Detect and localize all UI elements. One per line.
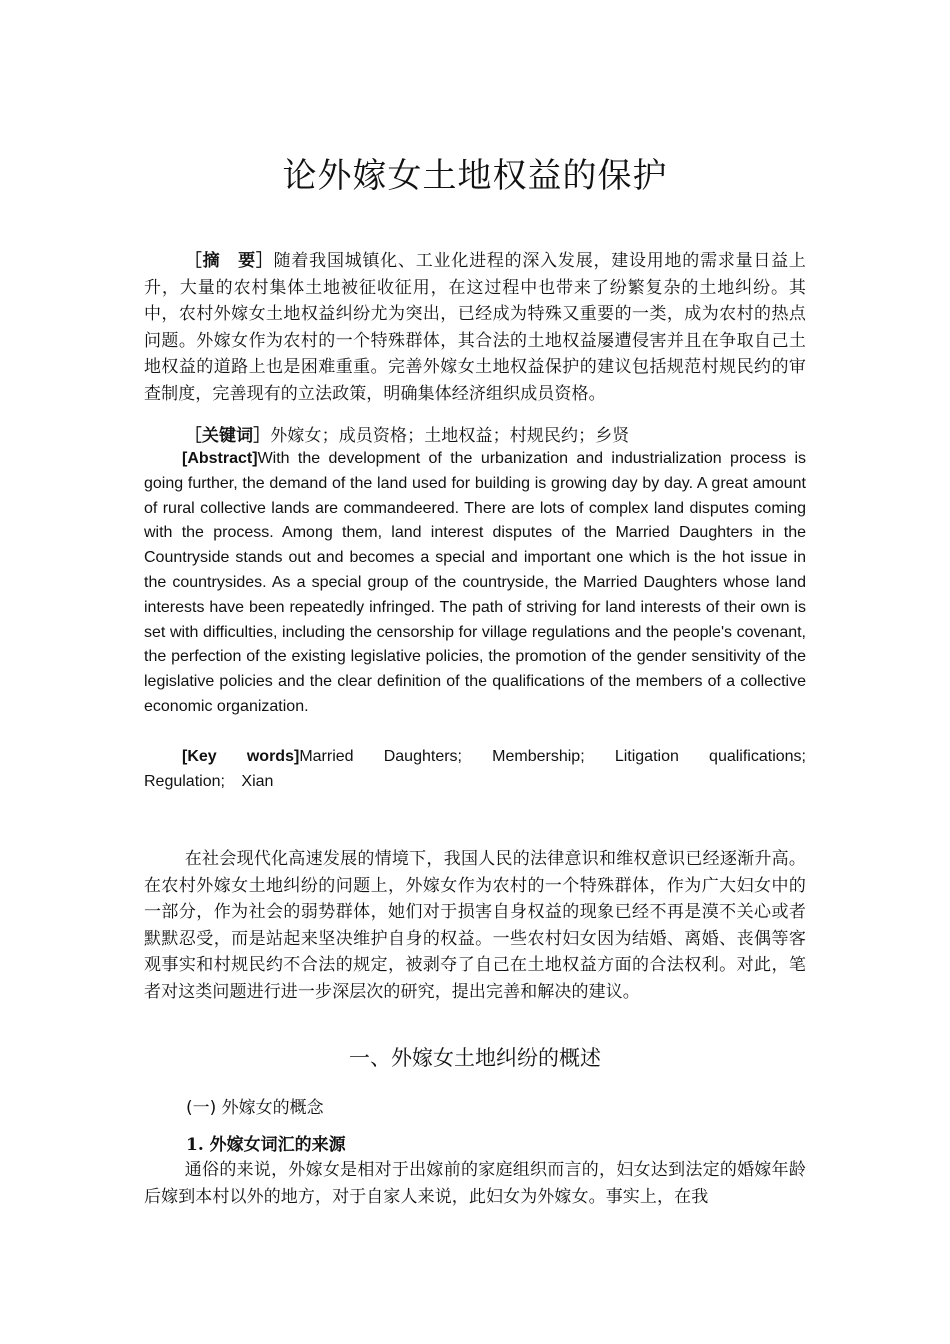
keywords-en-label: [Key words] xyxy=(182,748,300,765)
keywords-en xyxy=(144,745,806,795)
abstract-en-label: [Abstract] xyxy=(182,450,258,467)
keywords-cn-text: 外嫁女；成员资格；土地权益；村规民约；乡贤 xyxy=(270,426,630,446)
body-paragraph: 通俗的来说，外嫁女是相对于出嫁前的家庭组织而言的，妇女达到法定的婚嫁年龄后嫁到本村以外的地方，对于自家人来说，此妇女为外嫁女。事实上，在我 xyxy=(144,1160,806,1207)
abstract-en-text: With the development of the urbanization and industrialization process is going further, the demand of the land used for building is growing day by day. A great amount of rural collective lands are commandeered. There are lots of complex land disputes coming with the process. Among them, land interest disputes of the Married Daughters in the Countryside stands out and becomes a special and important one which is the hot issue in the countrysides. As a special group of the countryside, the Married Daughters whose land interests have been repeatedly infringed. The path of striving for land interests of their own is set with difficulties, including the censorship for village regulations and the people's covenant, the perfection of the existing legislative policies, the promotion of the gender sensitivity of the legislative policies and the clear definition of the qualifications of the members of a collective economic organization. xyxy=(144,450,806,715)
subsection-heading: (一) 外嫁女的概念 xyxy=(186,1098,324,1118)
keywords-en-paragraph xyxy=(144,745,806,795)
abstract-en xyxy=(144,447,806,720)
intro xyxy=(144,846,806,1005)
abstract-en-paragraph xyxy=(144,447,806,720)
paper-title: 论外嫁女土地权益的保护 xyxy=(282,156,668,196)
abstract-cn-text: 随着我国城镇化、工业化进程的深入发展，建设用地的需求量日益上升，大量的农村集体土地被征收征用，在这过程中也带来了纷繁复杂的土地纠纷。其中，农村外嫁女土地权益纠纷尤为突出，已经成为特殊又重要的一类，成为农村的热点问题。外嫁女作为农村的一个特殊群体，其合法的土地权益屡遭侵害并且在争取自己土地权益的道路上也是困难重重。完善外嫁女土地权益保护的建议包括规范村规民约的审查制度，完善现有的立法政策，明确集体经济组织成员资格。 xyxy=(144,251,807,404)
abstract-cn-paragraph xyxy=(144,248,806,407)
keywords-cn-paragraph xyxy=(144,423,806,450)
subsubsection-heading: 1. 外嫁女词汇的来源 xyxy=(186,1135,346,1155)
section-heading: 一、外嫁女土地纠纷的概述 xyxy=(349,1046,601,1070)
abstract-cn xyxy=(144,248,806,407)
keywords-en-text: Married Daughters; Membership; Litigation qualifications; Regulation; Xian xyxy=(144,748,806,790)
keywords-cn-label: ［关键词］ xyxy=(184,426,271,446)
abstract-cn-label: ［摘 要］ xyxy=(184,251,274,271)
body-text xyxy=(144,1157,806,1210)
keywords-cn xyxy=(144,423,806,450)
intro-paragraph: 在社会现代化高速发展的情境下，我国人民的法律意识和维权意识已经逐渐升高。在农村外嫁女土地纠纷的问题上，外嫁女作为农村的一个特殊群体，作为广大妇女中的一部分，作为社会的弱势群体，她们对于损害自身权益的现象已经不再是漠不关心或者默默忍受，而是站起来坚决维护自身的权益。一些农村妇女因为结婚、离婚、丧偶等客观事实和村规民约不合法的规定，被剥夺了自己在土地权益方面的合法权利。对此，笔者对这类问题进行进一步深层次的研究，提出完善和解决的建议。 xyxy=(144,849,806,1002)
